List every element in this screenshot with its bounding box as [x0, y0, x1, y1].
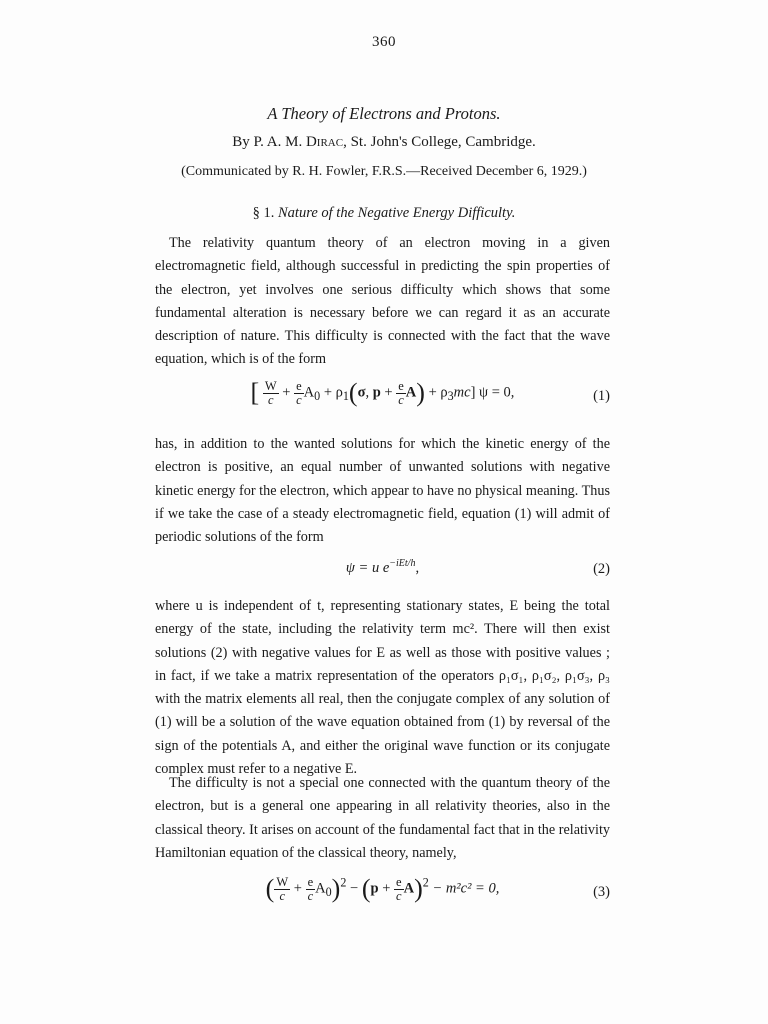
- eq3-paren1-open: (: [265, 874, 275, 903]
- eq3-c: c: [279, 888, 286, 903]
- eq3-paren1-close: ): [331, 874, 341, 903]
- eq1-sigma: σ: [357, 384, 366, 401]
- eq3-A-vec: A: [403, 880, 415, 897]
- paragraph-4: The difficulty is not a special one connected with the quantum theory of the electron, but is a general one appearing in all relativity theories, also in the classical theory. It arises on account of the fundamental fact that in the relativity Hamiltonian equation of the classical theory, namely,: [155, 775, 610, 861]
- eq1-frac-e-c-2: [396, 380, 406, 407]
- equation-1-number: (1): [593, 388, 610, 404]
- eq2-tail: ,: [415, 559, 420, 576]
- equation-3-number: (3): [593, 884, 610, 900]
- section-number: § 1.: [252, 205, 275, 221]
- eq1-e: e: [296, 378, 302, 393]
- eq1-close-psi: ] ψ = 0,: [470, 384, 515, 401]
- eq3-A: A: [315, 880, 326, 897]
- section-title: Nature of the Negative Energy Difficulty.: [278, 205, 516, 221]
- eq1-plus: +: [278, 384, 295, 401]
- eq3-paren2-open: (: [361, 874, 371, 903]
- eq1-rho1-sub: 1: [342, 389, 349, 404]
- equation-2-number: (2): [593, 561, 610, 577]
- eq1-W: W: [264, 378, 277, 393]
- eq3-square-2: 2: [422, 875, 429, 890]
- eq1-rho3: + ρ: [424, 384, 448, 401]
- equation-1: [155, 378, 610, 418]
- eq3-square-1: 2: [340, 875, 347, 890]
- eq3-c2: c: [307, 888, 314, 903]
- eq1-rho3-sub: 3: [447, 389, 454, 404]
- eq1-open-bracket: [: [250, 378, 260, 407]
- eq1-c: c: [267, 392, 274, 407]
- eq3-frac-W-c: [274, 876, 290, 903]
- paragraph-2: has, in addition to the wanted solutions for which the kinetic energy of the electron is positive, an equal number of unwanted solutions with negative kinetic energy for the electron, which appear to have no physical meaning. Thus if we take the case of a steady electromagnetic field, equation (1) will admit of periodic solutions of the form: [155, 436, 610, 546]
- eq1-A-vec: A: [405, 384, 417, 401]
- eq1-close: [471, 385, 515, 401]
- eq3-paren2-close: ): [414, 874, 423, 903]
- eq1-frac-e-c: [294, 380, 304, 407]
- paragraph-1: The relativity quantum theory of an electron moving in a given electromagnetic field, although successful in predicting the spin properties of the electron, yet involves one serious difficulty which shows that some fundamental alteration is necessary before we can regard it as an accurate description of nature. This difficulty is connected with the fact that the wave equation, which is of the form: [155, 235, 610, 368]
- eq1-e2: e: [398, 378, 404, 393]
- equation-2: [155, 558, 610, 598]
- eq3-W: W: [276, 874, 289, 889]
- page-number: 360: [372, 34, 396, 50]
- eq1-frac-W-c: [263, 380, 279, 407]
- eq3-frac-e-c-2: [394, 876, 404, 903]
- byline-prefix: By P. A. M.: [232, 134, 306, 150]
- communicated-line: (Communicated by R. H. Fowler, F.R.S.—Received December 6, 1929.): [181, 164, 587, 179]
- eq3-p: p: [370, 880, 379, 897]
- eq3-c3: c: [396, 888, 402, 903]
- equation-3: [155, 874, 610, 914]
- paper-title: A Theory of Electrons and Protons.: [267, 104, 501, 123]
- eq1-rho1: + ρ: [320, 384, 343, 401]
- eq1-paren-close: ): [416, 378, 425, 407]
- eq1-plus2: +: [380, 384, 397, 401]
- eq1-c3: c: [398, 392, 404, 407]
- eq1-p: p: [372, 384, 381, 401]
- eq2-lhs: ψ = u e: [345, 559, 390, 576]
- eq1-c2: c: [296, 392, 302, 407]
- byline: [0, 134, 768, 151]
- eq1-A-sub: 0: [314, 389, 321, 404]
- eq3-e: e: [307, 874, 314, 889]
- section-heading: [0, 205, 768, 222]
- equation-3-body: ( $\frac{W}{c}$ + $\frac{e}{c}$ $A_0)^2 - (p$ + $\frac{e}{c}$ A)$^2$ − m²c² = 0,: [265, 874, 500, 903]
- equation-1-body: [ $\frac{W}{c}$ + $\frac{e}{c}$ $A_0 + \rho_1(\sigma$, p + $\frac{e}{c}$ $A) + \rho_3mc$] ψ = 0,: [250, 378, 515, 407]
- eq3-frac-e-c: [306, 876, 316, 903]
- eq3-tail: − m²c² = 0,: [428, 880, 500, 897]
- paragraph-3: where u is independent of t, representing stationary states, E being the total energy of the state, including the relativity term mc². There will then exist solutions (2) with negative values for E as well as those with positive values ; in fact, if we take a matrix representation of the operators ρ₁σ₁, ρ₁σ₂, ρ₁σ₃, ρ₃ with the matrix elements all real, then the conjugate complex of any solution of (1) will be a solution of the wave equation obtained from (1) by reversal of the sign of the potentials A, and either the original wave function or its conjugate complex must refer to a negative E.: [155, 598, 610, 778]
- byline-affiliation: , St. John's College, Cambridge.: [343, 134, 536, 150]
- author-name: Dirac: [305, 134, 344, 150]
- eq2-exponent: −iEt/h: [389, 558, 416, 569]
- eq1-A: A: [303, 384, 315, 401]
- eq1-paren-open: (: [348, 378, 358, 407]
- eq1-mc: mc: [453, 384, 471, 401]
- eq3-A-sub: 0: [325, 885, 332, 900]
- equation-2-body: [155, 558, 610, 577]
- eq3-e2: e: [396, 874, 402, 889]
